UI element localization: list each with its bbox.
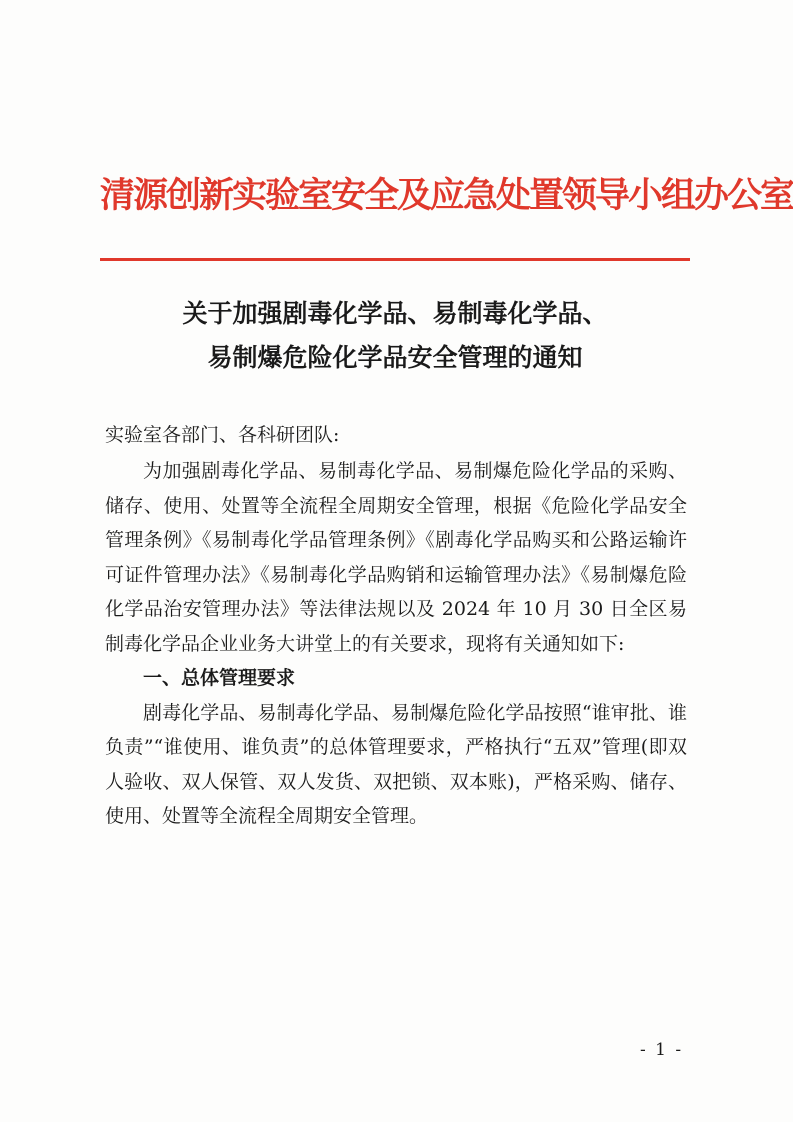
page-number: - 1 - bbox=[640, 1040, 684, 1060]
header-divider bbox=[100, 258, 690, 261]
section-heading-1: 一、总体管理要求 bbox=[143, 667, 296, 689]
document-title bbox=[100, 292, 690, 380]
body-text bbox=[105, 454, 687, 834]
title-line-1: 关于加强剧毒化学品、易制毒化学品、 bbox=[182, 299, 608, 328]
organization-header: 清源创新实验室安全及应急处置领导小组办公室 bbox=[100, 176, 793, 216]
section-paragraph-1: 剧毒化学品、易制毒化学品、易制爆危险化学品按照“谁审批、谁负责”“谁使用、谁负责”的总体管理要求，严格执行“五双”管理(即双人验收、双人保管、双人发货、双把锁、双本账)，严格采购、储存、使用、处置等全流程全周期安全管理。 bbox=[105, 701, 687, 827]
title-line-2: 易制爆危险化学品安全管理的通知 bbox=[207, 343, 583, 372]
salutation: 实验室各部门、各科研团队: bbox=[105, 424, 340, 446]
intro-paragraph: 为加强剧毒化学品、易制毒化学品、易制爆危险化学品的采购、储存、使用、处置等全流程全周期安全管理，根据《危险化学品安全管理条例》《易制毒化学品管理条例》《剧毒化学品购买和公路运输许可证件管理办法》《易制毒化学品购销和运输管理办法》《易制爆危险化学品治安管理办法》等法律法规以及 2024 年 10 月 30 日全区易制毒化学品企业业务大讲堂上的有关要求，现将有关通知如下: bbox=[105, 460, 687, 655]
